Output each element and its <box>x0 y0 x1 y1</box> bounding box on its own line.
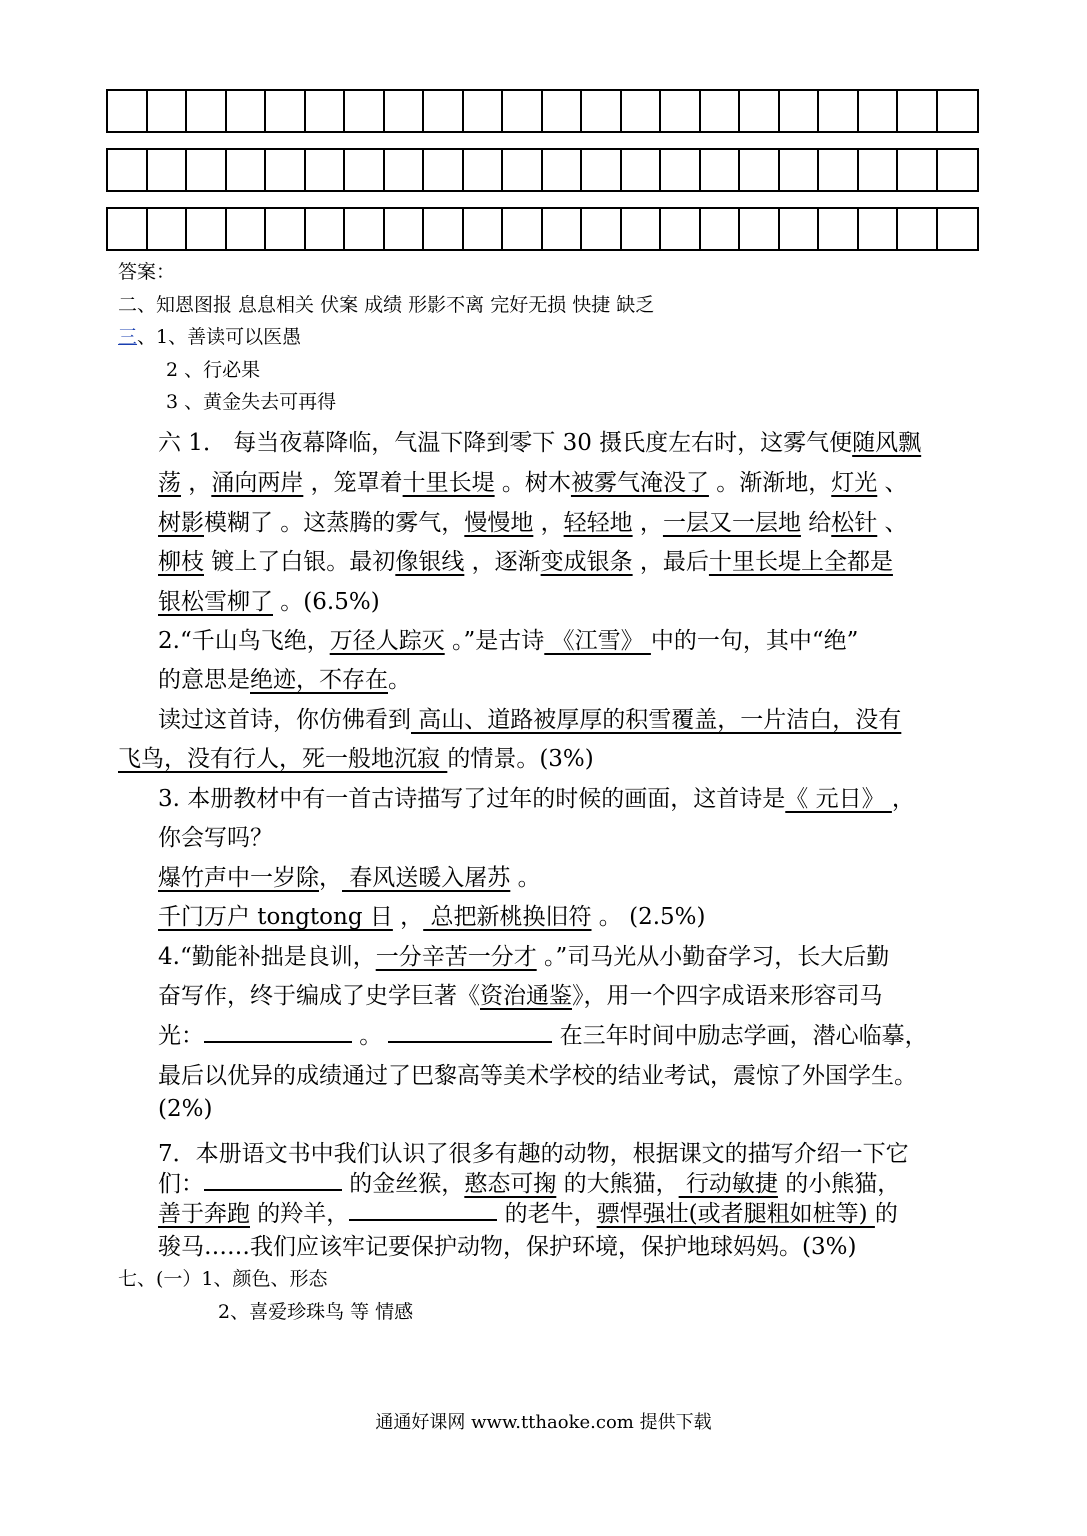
grid-cell[interactable] <box>582 150 622 190</box>
q2-line-1: 2.“千山鸟飞绝，万径人踪灭 。”是古诗 《江雪》 中的一句，其中“绝” <box>158 628 859 654</box>
grid-cell[interactable] <box>464 91 504 131</box>
grid-cell[interactable] <box>819 150 859 190</box>
grid-cell[interactable] <box>740 91 780 131</box>
q7-line-3: 善于奔跑 的羚羊， 的老牛，骠悍强壮(或者腿粗如桩等) 的 <box>158 1201 898 1227</box>
q4-line-1: 4.“勤能补拙是良训，一分辛苦一分才 。”司马光从小勤奋学习，长大后勤 <box>158 944 890 970</box>
q2-line-2: 的意思是绝迹，不存在。 <box>158 667 411 693</box>
grid-cell[interactable] <box>780 209 820 249</box>
grid-cell[interactable] <box>780 150 820 190</box>
grid-cell[interactable] <box>701 209 741 249</box>
grid-cell[interactable] <box>345 209 385 249</box>
grid-cell[interactable] <box>938 91 978 131</box>
q7-blank-2[interactable] <box>349 1199 497 1221</box>
grid-cell[interactable] <box>701 91 741 131</box>
page-footer: 通通好课网 www.tthaoke.com 提供下载 <box>375 1412 712 1433</box>
answer-heading: 答案： <box>118 261 176 283</box>
grid-cell[interactable] <box>266 150 306 190</box>
grid-cell[interactable] <box>187 209 227 249</box>
grid-cell[interactable] <box>345 150 385 190</box>
section-3-item-3: 3 、黄金失去可再得 <box>166 391 337 413</box>
grid-cell[interactable] <box>503 150 543 190</box>
grid-cell[interactable] <box>543 150 583 190</box>
grid-cell[interactable] <box>464 150 504 190</box>
q4-line-4: 最后以优异的成绩通过了巴黎高等美术学校的结业考试，震惊了外国学生。 <box>158 1063 917 1089</box>
grid-cell[interactable] <box>227 209 267 249</box>
grid-cell[interactable] <box>227 91 267 131</box>
grid-cell[interactable] <box>661 209 701 249</box>
grid-cell[interactable] <box>543 91 583 131</box>
q6-line-5: 银松雪柳了 。(6.5%) <box>158 589 380 615</box>
q4-line-2: 奋写作，终于编成了史学巨著《资治通鉴》，用一个四字成语来形容司马 <box>158 983 883 1009</box>
grid-cell[interactable] <box>859 209 899 249</box>
grid-cell[interactable] <box>385 209 425 249</box>
q3-line-3: 爆竹声中一岁除， 春风送暖入屠苏 。 <box>158 865 541 891</box>
grid-cell[interactable] <box>503 209 543 249</box>
grid-cell[interactable] <box>622 91 662 131</box>
grid-cell[interactable] <box>898 91 938 131</box>
grid-cell[interactable] <box>306 91 346 131</box>
q3-line-1: 3. 本册教材中有一首古诗描写了过年的时候的画面，这首诗是《 元日》 ， <box>158 786 915 812</box>
q4-line-5: (2%) <box>158 1096 213 1122</box>
grid-cell[interactable] <box>701 150 741 190</box>
q7-line-2-text: 们： 的金丝猴，憨态可掬 的大熊猫， 行动敏捷 的小熊猫， <box>158 1171 901 1197</box>
grid-cell[interactable] <box>622 209 662 249</box>
grid-cell[interactable] <box>780 91 820 131</box>
grid-cell[interactable] <box>108 150 148 190</box>
grid-cell[interactable] <box>661 91 701 131</box>
grid-cell[interactable] <box>898 209 938 249</box>
grid-cell[interactable] <box>938 150 978 190</box>
grid-cell[interactable] <box>859 91 899 131</box>
grid-cell[interactable] <box>819 209 859 249</box>
grid-cell[interactable] <box>385 91 425 131</box>
writing-grid-row-2 <box>106 148 979 192</box>
grid-cell[interactable] <box>187 150 227 190</box>
q7-line-4: 骏马……我们应该牢记要保护动物，保护环境，保护地球妈妈。(3%) <box>158 1234 857 1260</box>
grid-cell[interactable] <box>108 209 148 249</box>
grid-cell[interactable] <box>148 150 188 190</box>
section-7-line-2: 2、喜爱珍珠鸟 等 情感 <box>218 1301 414 1323</box>
grid-cell[interactable] <box>622 150 662 190</box>
grid-cell[interactable] <box>108 91 148 131</box>
q7-line-1: 7．本册语文书中我们认识了很多有趣的动物，根据课文的描写介绍一下它 <box>158 1141 909 1167</box>
grid-cell[interactable] <box>503 91 543 131</box>
q4-line-3: 光： 。 在三年时间中励志学画，潜心临摹， <box>158 1023 928 1049</box>
grid-cell[interactable] <box>385 150 425 190</box>
grid-cell[interactable] <box>661 150 701 190</box>
q2-line-4: 飞鸟，没有行人，死一般地沉寂 的情景。(3%) <box>118 746 594 772</box>
grid-cell[interactable] <box>306 150 346 190</box>
grid-cell[interactable] <box>582 91 622 131</box>
section-3-item-1: 三、1、善读可以医愚 <box>118 326 302 348</box>
q6-line-3: 树影模糊了 。这蒸腾的雾气，慢慢地 ，轻轻地 ，一层又一层地 给松针 、 <box>158 510 908 536</box>
grid-cell[interactable] <box>582 209 622 249</box>
q3-line-2: 你会写吗？ <box>158 825 273 851</box>
grid-cell[interactable] <box>266 91 306 131</box>
grid-cell[interactable] <box>148 209 188 249</box>
grid-cell[interactable] <box>740 209 780 249</box>
grid-cell[interactable] <box>424 209 464 249</box>
grid-cell[interactable] <box>464 209 504 249</box>
grid-cell[interactable] <box>859 150 899 190</box>
q4-blank-2[interactable] <box>388 1021 552 1043</box>
grid-cell[interactable] <box>740 150 780 190</box>
grid-cell[interactable] <box>938 209 978 249</box>
section-3-link[interactable]: 三 <box>118 326 138 348</box>
q6-line-2: 荡 ，涌向两岸 ，笼罩着十里长堤 。树木被雾气淹没了 。渐渐地，灯光 、 <box>158 470 908 496</box>
grid-cell[interactable] <box>543 209 583 249</box>
section-2-answers: 二、知恩图报 息息相关 伏案 成绩 形影不离 完好无损 快捷 缺乏 <box>118 294 655 316</box>
grid-cell[interactable] <box>424 150 464 190</box>
section-3-item-2: 2 、行必果 <box>166 359 261 381</box>
grid-cell[interactable] <box>227 150 267 190</box>
writing-grid-row-1 <box>106 89 979 133</box>
grid-cell[interactable] <box>187 91 227 131</box>
writing-grid-row-3 <box>106 207 979 251</box>
grid-cell[interactable] <box>345 91 385 131</box>
grid-cell[interactable] <box>306 209 346 249</box>
q6-line-4: 柳枝 镀上了白银。最初像银线 ，逐渐变成银条 ，最后十里长堤上全都是 <box>158 549 893 575</box>
q3-line-4: 千门万户 tongtong 日 ， 总把新桃换旧符 。 (2.5%) <box>158 904 706 930</box>
grid-cell[interactable] <box>424 91 464 131</box>
q2-line-3: 读过这首诗，你仿佛看到 高山、道路被厚厚的积雪覆盖，一片洁白，没有 <box>158 707 902 733</box>
q4-blank-1[interactable] <box>204 1021 352 1043</box>
section-7-line-1: 七、(一）1、颜色、形态 <box>118 1268 328 1290</box>
grid-cell[interactable] <box>148 91 188 131</box>
grid-cell[interactable] <box>819 91 859 131</box>
q7-blank-1[interactable] <box>204 1169 342 1191</box>
q6-line-1: 六 1． 每当夜幕降临，气温下降到零下 30 摄氏度左右时，这雾气便随风飘 <box>158 430 922 456</box>
grid-cell[interactable] <box>898 150 938 190</box>
grid-cell[interactable] <box>266 209 306 249</box>
